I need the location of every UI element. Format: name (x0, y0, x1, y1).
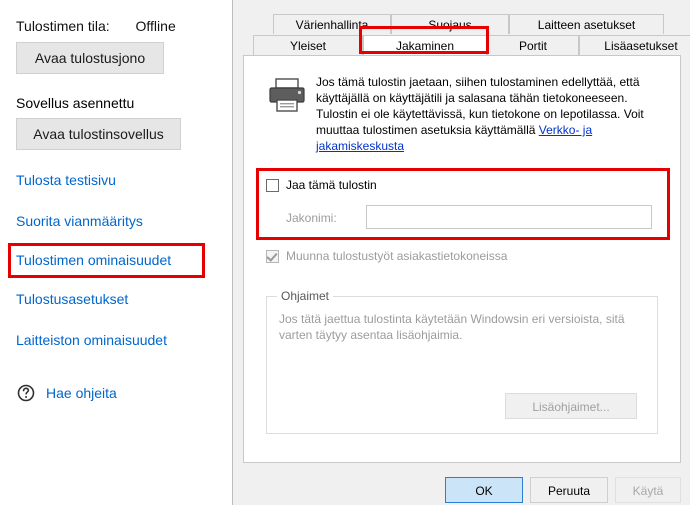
printer-properties-dialog (232, 0, 690, 505)
tab-device-settings[interactable]: Laitteen asetukset (509, 14, 664, 34)
share-name-input[interactable] (366, 205, 652, 229)
open-print-queue-button[interactable]: Avaa tulostusjono (16, 42, 164, 74)
printer-icon (266, 76, 310, 114)
tab-general[interactable]: Yleiset (253, 35, 363, 56)
drivers-group-box (266, 289, 658, 434)
printer-status-row (16, 18, 176, 34)
render-print-jobs-checkbox[interactable] (266, 249, 507, 263)
printer-status-label: Tulostimen tila: (16, 18, 110, 34)
share-this-printer-checkbox[interactable] (266, 178, 377, 192)
drivers-group-legend: Ohjaimet (277, 289, 333, 303)
dialog-body (233, 0, 690, 505)
apply-button[interactable]: Käytä (615, 477, 681, 503)
link-get-help[interactable]: Hae ohjeita (46, 385, 117, 401)
tab-ports[interactable]: Portit (487, 35, 579, 56)
link-hardware-properties[interactable]: Laitteiston ominaisuudet (16, 332, 167, 348)
tab-security[interactable]: Suojaus (391, 14, 509, 34)
open-printer-app-button[interactable]: Avaa tulostinsovellus (16, 118, 181, 150)
share-this-printer-label: Jaa tämä tulostin (286, 178, 377, 192)
link-run-troubleshooter[interactable]: Suorita vianmääritys (16, 213, 143, 229)
printer-settings-left-panel (0, 0, 232, 505)
tab-color-management[interactable]: Värienhallinta (273, 14, 391, 34)
ok-button[interactable]: OK (445, 477, 523, 503)
sharing-info-text (316, 74, 664, 154)
link-printer-properties[interactable]: Tulostimen ominaisuudet (16, 252, 172, 268)
drivers-description-text: Jos tätä jaettua tulostinta käytetään Windowsin eri versioista, sitä varten täytyy asentaa lisäohjaimia. (279, 312, 625, 342)
tab-strip (243, 14, 681, 56)
network-sharing-center-link[interactable]: Verkko- ja jakamiskeskusta (316, 123, 593, 153)
help-question-icon (16, 383, 36, 403)
printer-status-value: Offline (135, 18, 176, 34)
tab-sharing[interactable]: Jakaminen (363, 35, 487, 56)
share-this-printer-checkbox-box[interactable] (266, 179, 279, 192)
tab-advanced[interactable]: Lisäasetukset (579, 35, 690, 56)
link-print-settings[interactable]: Tulostusasetukset (16, 291, 129, 307)
share-printer-area (266, 178, 658, 240)
app-installed-label: Sovellus asennettu (16, 95, 135, 111)
link-print-test-page[interactable]: Tulosta testisivu (16, 172, 116, 188)
render-print-jobs-checkbox-box[interactable] (266, 250, 279, 263)
share-name-label: Jakonimi: (286, 211, 337, 225)
cancel-button[interactable]: Peruuta (530, 477, 608, 503)
get-help-row[interactable] (16, 383, 117, 403)
render-print-jobs-label: Muunna tulostustyöt asiakastietokoneissa (286, 249, 508, 263)
sharing-tab-page (243, 55, 681, 463)
sharing-info-paragraph: Jos tämä tulostin jaetaan, siihen tulostaminen edellyttää, että käyttäjällä on käyttäjätili ja salasana tähän tietokoneeseen. Tulostin ei ole käytettävissä, kun tietokone on lepotilassa. Voit muuttaa tulostimen asetuksia käyttämällä (316, 75, 644, 137)
additional-drivers-button[interactable]: Lisäohjaimet... (505, 393, 637, 419)
